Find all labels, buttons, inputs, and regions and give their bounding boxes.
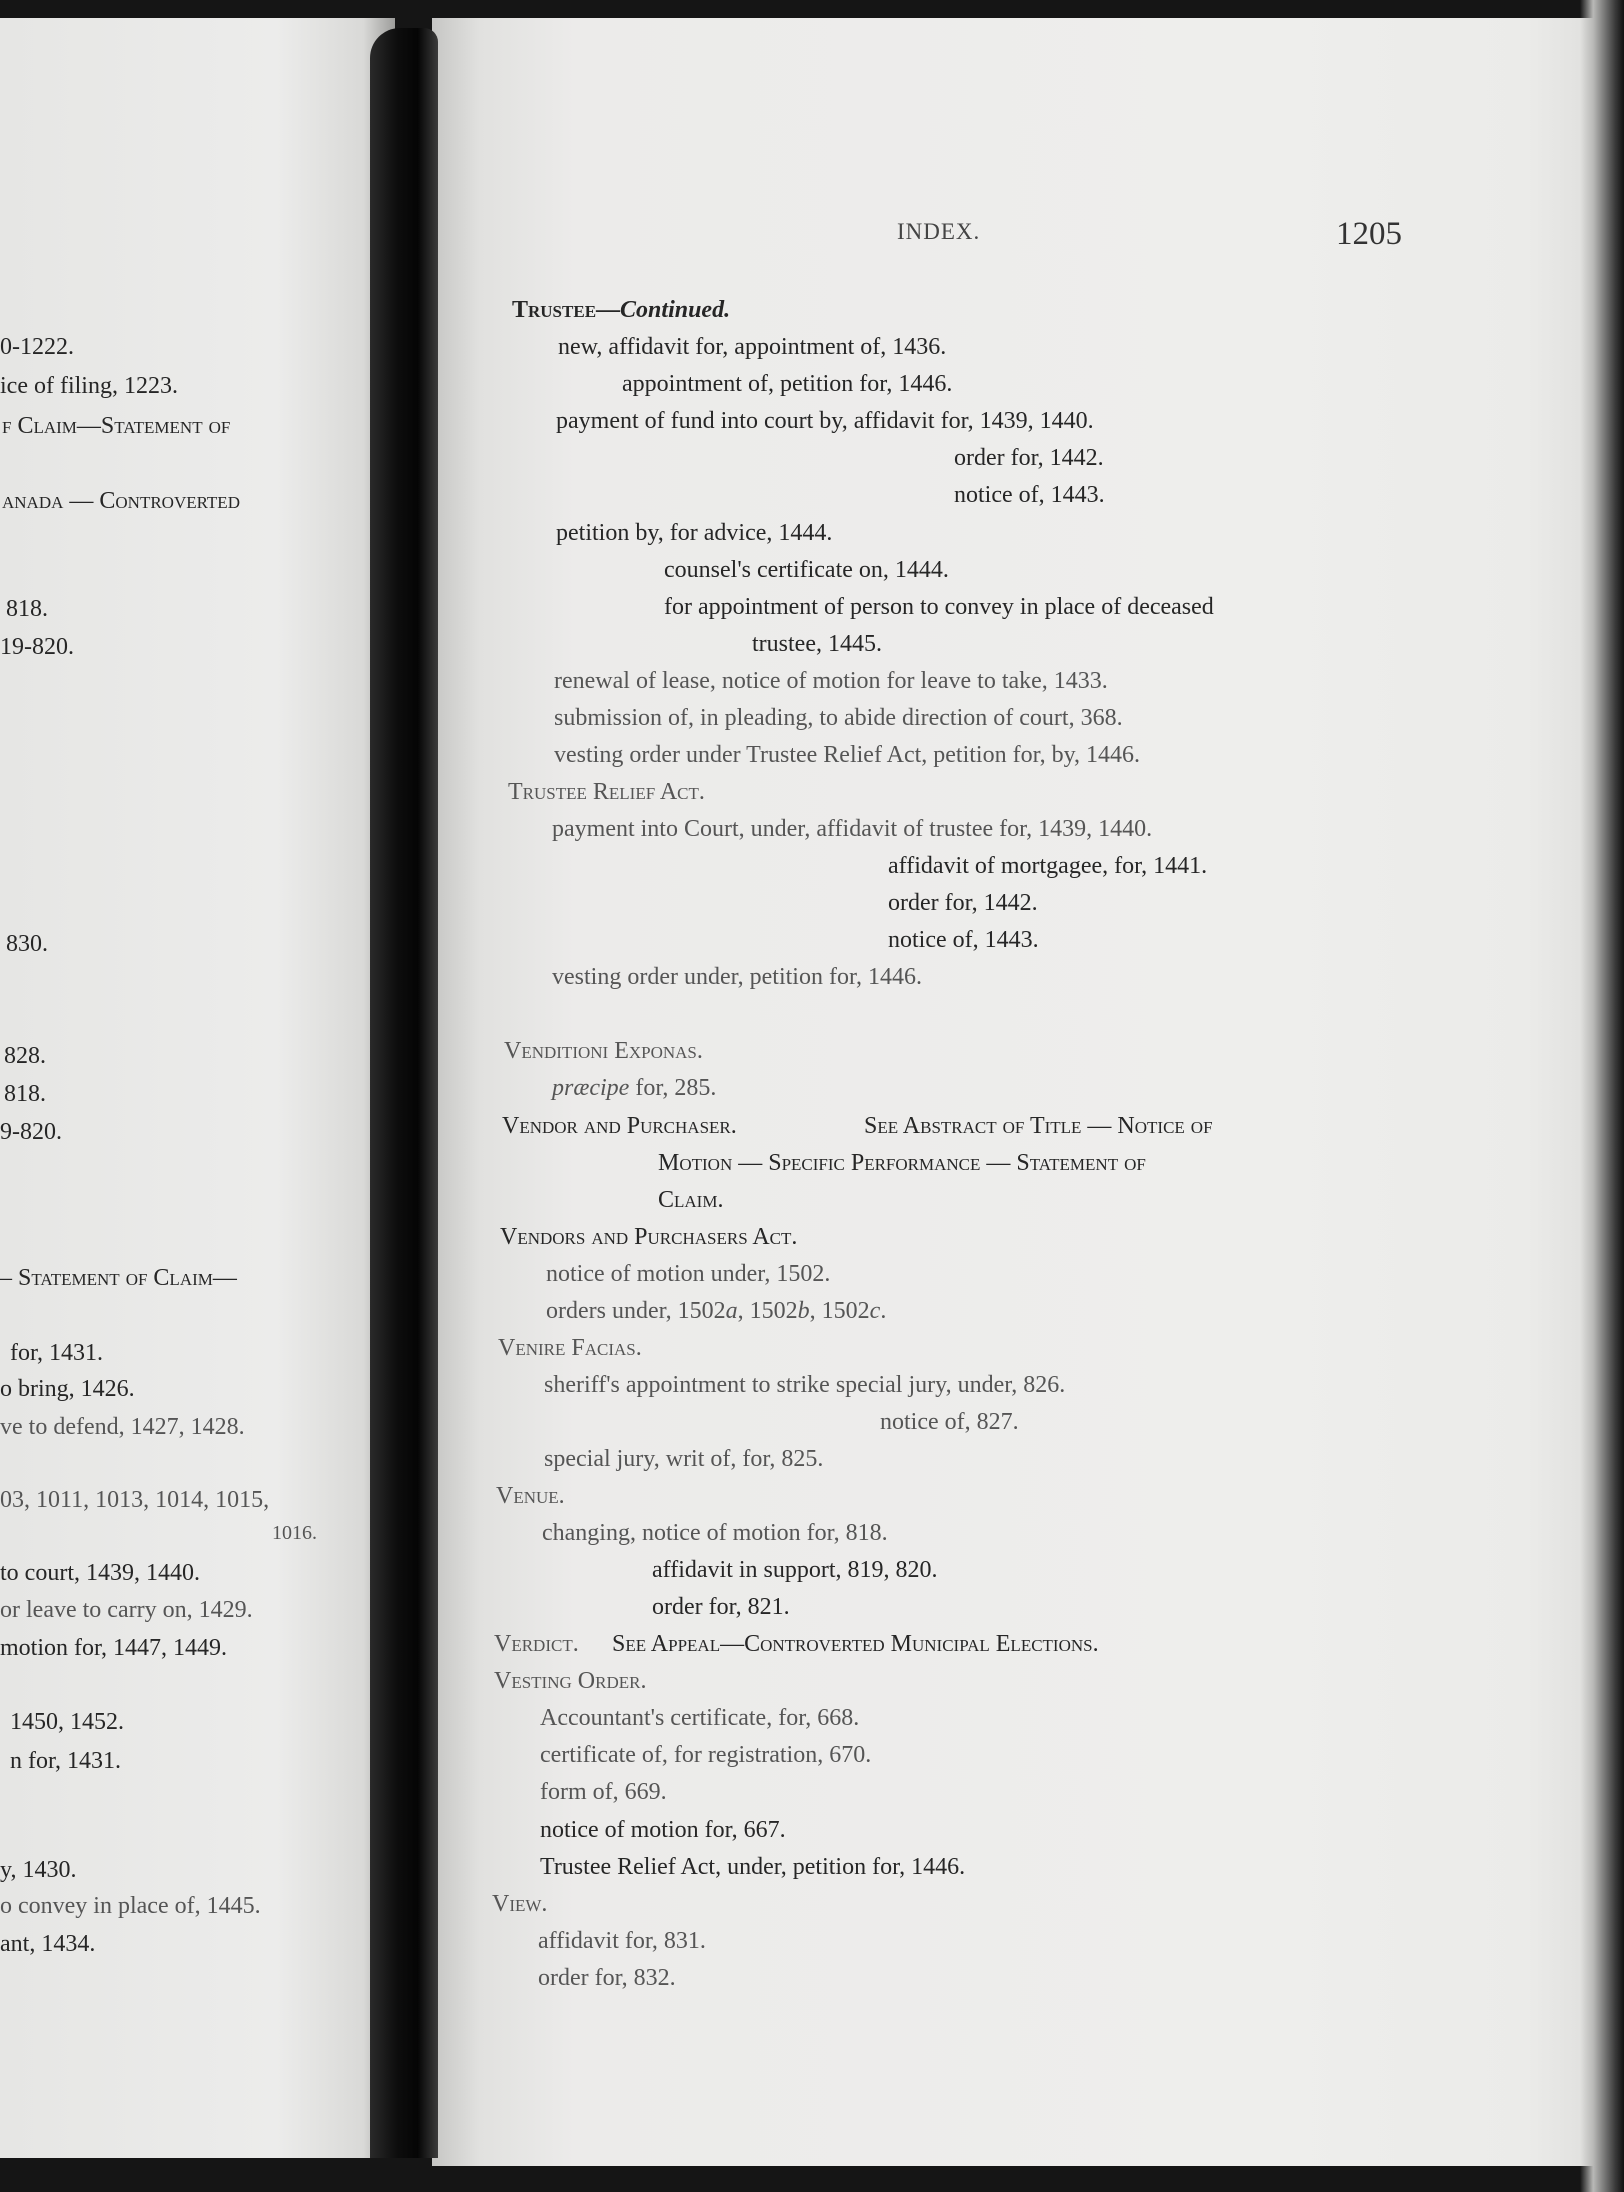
index-entry: Accountant's certificate, for, 668. — [540, 1705, 860, 1731]
entry-suffix: a — [725, 1298, 738, 1324]
left-fragment: 1450, 1452. — [10, 1709, 124, 1735]
right-page — [432, 18, 1624, 2166]
index-entry: notice of, 827. — [880, 1409, 1019, 1435]
left-fragment: – Statement of Claim— — [0, 1265, 237, 1291]
page-number: 1205 — [1336, 216, 1402, 252]
index-entry: affidavit of mortgagee, for, 1441. — [888, 853, 1208, 879]
index-entry: affidavit for, 831. — [538, 1928, 706, 1954]
left-fragment: o bring, 1426. — [0, 1376, 135, 1402]
left-fragment: 1016. — [272, 1522, 317, 1544]
index-heading: Verdict. — [494, 1631, 579, 1657]
running-header: INDEX. — [897, 219, 981, 244]
index-entry: certificate of, for registration, 670. — [540, 1742, 872, 1768]
index-heading: Venue. — [496, 1483, 565, 1509]
left-fragment: o convey in place of, 1445. — [0, 1893, 261, 1919]
left-fragment: ice of filing, 1223. — [0, 373, 178, 399]
index-entry: order for, 1442. — [888, 890, 1038, 916]
left-fragment: ant, 1434. — [0, 1931, 96, 1957]
index-entry: order for, 821. — [652, 1594, 790, 1620]
index-entry: changing, notice of motion for, 818. — [542, 1520, 888, 1546]
entry-text: . — [880, 1298, 887, 1324]
left-fragment: 9-820. — [0, 1119, 62, 1145]
entry-text: , 1502 — [809, 1298, 870, 1324]
index-entry: for appointment of person to convey in place of deceased — [664, 594, 1214, 620]
index-entry: order for, 832. — [538, 1965, 676, 1991]
left-fragment: y, 1430. — [0, 1857, 77, 1883]
left-fragment: 830. — [6, 931, 48, 957]
index-entry: Trustee Relief Act, under, petition for, 1446. — [540, 1854, 966, 1880]
index-entry: appointment of, petition for, 1446. — [622, 371, 953, 397]
left-fragment: 818. — [4, 1081, 46, 1107]
praecipe-text: præcipe — [552, 1075, 630, 1101]
left-fragment: 19-820. — [0, 634, 74, 660]
index-heading: Venire Facias. — [498, 1335, 642, 1361]
left-fragment: for, 1431. — [10, 1340, 104, 1366]
index-entry: notice of motion for, 667. — [540, 1817, 786, 1843]
index-heading: Vesting Order. — [494, 1668, 647, 1694]
entry-suffix: b — [797, 1298, 810, 1324]
index-entry: order for, 1442. — [954, 445, 1104, 471]
index-entry — [552, 1076, 716, 1100]
index-heading: Vendors and Purchasers Act. — [500, 1224, 798, 1250]
cross-reference: Motion — Specific Performance — Statement of — [658, 1150, 1146, 1176]
left-fragment: 0-1222. — [0, 334, 74, 360]
left-fragment: 828. — [4, 1043, 46, 1069]
index-entry: notice of motion under, 1502. — [546, 1261, 831, 1287]
continued-text: Continued. — [620, 297, 731, 323]
left-fragment: to court, 1439, 1440. — [0, 1560, 200, 1586]
index-entry: new, affidavit for, appointment of, 1436. — [558, 334, 947, 360]
index-entry: sheriff's appointment to strike special jury, under, 826. — [544, 1372, 1066, 1398]
index-entry: payment of fund into court by, affidavit for, 1439, 1440. — [556, 408, 1094, 434]
page-edge-shadow — [1580, 0, 1624, 2192]
entry-text: for, 285. — [629, 1075, 717, 1101]
left-fragment: ve to defend, 1427, 1428. — [0, 1414, 245, 1440]
left-fragment: anada — Controverted — [2, 488, 240, 514]
index-heading — [512, 298, 730, 322]
index-heading: View. — [492, 1891, 548, 1917]
index-heading: Trustee Relief Act. — [508, 779, 705, 805]
left-fragment: f Claim—Statement of — [2, 413, 231, 439]
index-entry: form of, 669. — [540, 1779, 667, 1805]
index-entry: petition by, for advice, 1444. — [556, 520, 833, 546]
index-entry: vesting order under, petition for, 1446. — [552, 964, 922, 990]
left-page — [0, 18, 395, 2158]
index-entry: affidavit in support, 819, 820. — [652, 1557, 938, 1583]
entry-suffix: c — [869, 1298, 881, 1324]
cross-reference: See Abstract of Title — Notice of — [864, 1113, 1213, 1139]
left-fragment: 818. — [6, 596, 48, 622]
index-entry: submission of, in pleading, to abide direction of court, 368. — [554, 705, 1123, 731]
left-fragment: or leave to carry on, 1429. — [0, 1597, 253, 1623]
index-entry: special jury, writ of, for, 825. — [544, 1446, 824, 1472]
index-heading: Vendor and Purchaser. — [502, 1113, 737, 1139]
left-fragment: n for, 1431. — [10, 1748, 122, 1774]
left-fragment: 03, 1011, 1013, 1014, 1015, — [0, 1487, 270, 1513]
cross-reference: Claim. — [658, 1187, 724, 1213]
book-gutter — [370, 28, 438, 2158]
heading-text: Trustee— — [512, 297, 621, 323]
entry-text: , 1502 — [737, 1298, 798, 1324]
index-heading: Venditioni Exponas. — [504, 1038, 703, 1064]
entry-text: orders under, 1502 — [546, 1298, 726, 1324]
index-entry: counsel's certificate on, 1444. — [664, 557, 949, 583]
index-entry: vesting order under Trustee Relief Act, petition for, by, 1446. — [554, 742, 1141, 768]
index-entry: payment into Court, under, affidavit of trustee for, 1439, 1440. — [552, 816, 1153, 842]
left-fragment: motion for, 1447, 1449. — [0, 1635, 228, 1661]
index-entry: trustee, 1445. — [752, 631, 882, 657]
index-entry: renewal of lease, notice of motion for leave to take, 1433. — [554, 668, 1108, 694]
index-entry — [546, 1299, 886, 1323]
index-entry: notice of, 1443. — [888, 927, 1039, 953]
cross-reference: See Appeal—Controverted Municipal Elections. — [612, 1631, 1099, 1657]
index-entry: notice of, 1443. — [954, 482, 1105, 508]
